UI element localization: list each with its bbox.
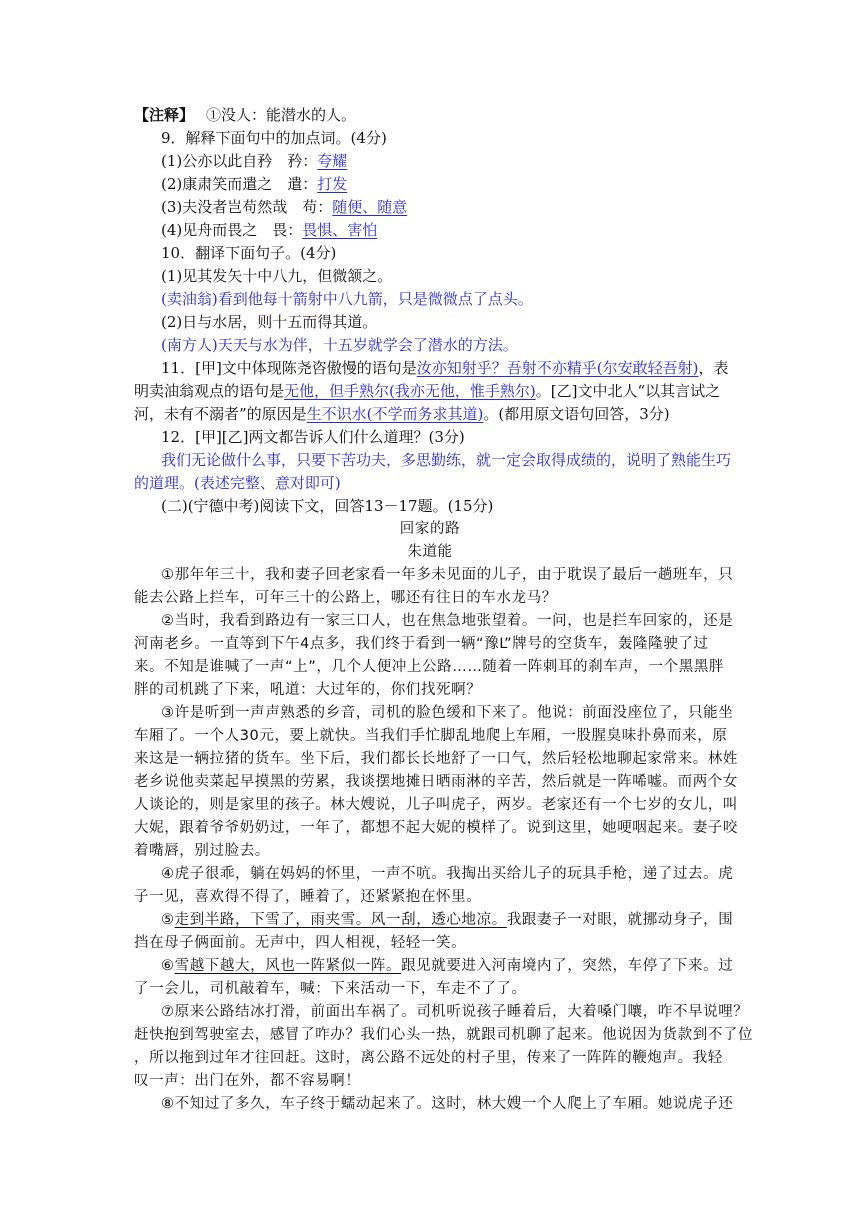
story-p5-line-2: 挡在母子俩面前。无声中，四人相视，轻轻一笑。 [134, 935, 467, 951]
q11-line-2 [134, 380, 720, 402]
story-p3-line-6: 大妮，跟着爷爷奶奶过，一年了，都想不起大妮的模样了。说到这里，她哽咽起来。妻子咬 [134, 820, 738, 836]
q11-text-2: 明卖油翁观点的语句是 [134, 382, 285, 400]
q12-answer-line-2: 的道理。(表述完整、意对即可) [134, 474, 341, 492]
q11-text-3b: 。(都用原文语句回答，3分) [483, 405, 670, 423]
story-p1-line-2: 能去公路上拦车，可年三十的公路上，哪还有往日的车水龙马？ [134, 590, 557, 606]
q9-item-3 [161, 196, 407, 218]
q11-text-1b: ，表 [698, 359, 729, 377]
story-p1-line-1: ①那年年三十，我和妻子回老家看一年多未见面的儿子，由于耽误了最后一趟班车，只 [161, 567, 734, 583]
story-p7-line-3: ，所以拖到过年才往回赶。这时，离公路不远处的村子里，传来了一阵阵的鞭炮声。我轻 [134, 1050, 723, 1066]
q10-answer-2: (南方人)天天与水为伴，十五岁就学会了潜水的方法。 [161, 336, 518, 354]
q9-item-4-question: (4)见舟而畏之 畏： [161, 221, 303, 239]
story-p3-line-4: 老乡说他卖菜起早摸黑的劳累，我谈摆地摊日晒雨淋的辛苦，然后就是一阵唏嘘。而两个女 [134, 774, 738, 790]
q11-line-3 [134, 403, 670, 425]
q10-heading: 10．翻译下面句子。(4分) [161, 244, 337, 262]
q9-item-4-answer: 畏惧、害怕 [302, 221, 378, 239]
story-p2-line-2: 河南老乡。一直等到下午4点多，我们终于看到一辆“豫L”牌号的空货车，轰隆隆驶了过 [134, 636, 709, 652]
q11-text-1: 11．[甲]文中体现陈尧咨傲慢的语句是 [161, 359, 417, 377]
story-p3-line-1: ③许是听到一声声熟悉的乡音，司机的脸色缓和下来了。他说：前面没座位了，只能坐 [161, 705, 734, 721]
q12-answer-line-1: 我们无论做什么事，只要下苦功夫，多思勤练，就一定会取得成绩的，说明了熟能生巧 [161, 451, 732, 469]
story-p4-line-2: 子一见，喜欢得不得了，睡着了，还紧紧抱在怀里。 [134, 889, 482, 905]
story-p7-line-1: ⑦原来公路结冰打滑，前面出车祸了。司机听说孩子睡着后，大着嗓门嚷，咋不早说哩？ [161, 1004, 749, 1020]
story-p5-underlined: 走到半路，下雪了，雨夹雪。风一刮，透心地凉。 [174, 912, 507, 928]
story-p5-rest: 我跟妻子一对眼，就挪动身子，围 [506, 912, 734, 928]
q9-item-3-question: (3)夫没者岂苟然哉 苟： [161, 198, 333, 216]
story-p3-line-5: 人谈论的，则是家里的孩子。林大嫂说，儿子叫虎子，两岁。老家还有一个七岁的女儿，叫 [134, 797, 738, 813]
q10-sentence-2: (2)日与水居，则十五而得其道。 [161, 313, 378, 331]
story-p7-line-2: 赶快抱到驾驶室去，感冒了咋办？我们心头一热，就跟司机聊了起来。他说因为货款到不了位 [134, 1027, 754, 1043]
story-author: 朱道能 [407, 544, 453, 560]
story-p3-line-7: 着嘴唇，别过脸去。 [134, 843, 270, 859]
q9-item-1-answer: 夸耀 [317, 152, 348, 170]
story-p3-line-2: 车厢了。一个人30元，要上就快。当我们手忙脚乱地爬上车厢，一股腥臭味扑鼻而来，原 [134, 728, 728, 744]
q9-item-2 [161, 173, 347, 195]
story-p6-rest: 跟见就要进入河南境内了，突然，车停了下来。过 [401, 958, 734, 974]
story-p7-line-4: 叹一声：出门在外，都不容易啊！ [134, 1073, 361, 1089]
q9-item-2-answer: 打发 [317, 175, 348, 193]
q9-item-1-question: (1)公亦以此自矜 矜： [161, 152, 318, 170]
q11-answer-2: 无他，但手熟尔(我亦无他，惟手熟尔) [284, 382, 536, 400]
q12-heading: 12．[甲][乙]两文都告诉人们什么道理？(3分) [161, 428, 465, 446]
story-p8-line-1: ⑧不知过了多久，车子终于蠕动起来了。这时，林大嫂一个人爬上了车厢。她说虎子还 [161, 1096, 734, 1112]
q9-item-2-question: (2)康肃笑而遣之 遣： [161, 175, 318, 193]
q9-item-3-answer: 随便、随意 [332, 198, 408, 216]
story-p2-line-1: ②当时，我看到路边有一家三口人，也在焦急地张望着。一问，也是拦车回家的，还是 [161, 613, 734, 629]
q11-answer-3: 生不识水(不学而务求其道) [306, 405, 484, 423]
story-p5-number: ⑤ [161, 912, 175, 928]
note-label: 【注释】 [134, 106, 195, 124]
story-p3-line-3: 来这是一辆拉猪的货车。坐下后，我们都长长地舒了一口气，然后轻松地聊起家常来。林姓 [134, 751, 738, 767]
story-title: 回家的路 [399, 521, 461, 537]
story-p6-underlined: 雪越下越大，风也一阵紧似一阵。 [174, 958, 402, 974]
q10-answer-1: (卖油翁)看到他每十箭射中八九箭，只是微微点了点头。 [161, 290, 533, 308]
section-two-heading: (二)(宁德中考)阅读下文，回答13－17题。(15分) [161, 497, 494, 515]
q9-heading: 9．解释下面句中的加点词。(4分) [161, 129, 387, 147]
q9-item-1 [161, 150, 347, 172]
q11-text-2b: 。[乙]文中北人“以其言试之 [535, 382, 721, 400]
q10-sentence-1: (1)见其发矢十中八九，但微颔之。 [161, 267, 393, 285]
story-p2-line-3: 来。不知是谁喊了一声“上”，几个人便冲上公路……随着一阵刺耳的刹车声，一个黑黑胖 [134, 659, 725, 675]
q11-text-3: 河，未有不溺者”的原因是 [134, 405, 307, 423]
story-p4-line-1: ④虎子很乖，躺在妈妈的怀里，一声不吭。我掏出买给儿子的玩具手枪，递了过去。虎 [161, 866, 734, 882]
q11-line-1 [161, 357, 729, 379]
story-p5-line-1 [161, 909, 733, 931]
story-p2-line-4: 胖的司机跳了下来，吼道：大过年的，你们找死啊？ [134, 682, 482, 698]
story-p6-line-2: 了一会儿，司机敲着车，喊：下来活动一下，车走不了了。 [134, 981, 527, 997]
q11-answer-1: 汝亦知射乎？吾射不亦精乎(尔安敢轻吾射) [416, 359, 699, 377]
note-line [134, 104, 356, 126]
story-p6-line-1 [161, 955, 733, 977]
note-text: ①没人：能潜水的人。 [206, 106, 357, 124]
q9-item-4 [161, 219, 377, 241]
story-p6-number: ⑥ [161, 958, 175, 974]
